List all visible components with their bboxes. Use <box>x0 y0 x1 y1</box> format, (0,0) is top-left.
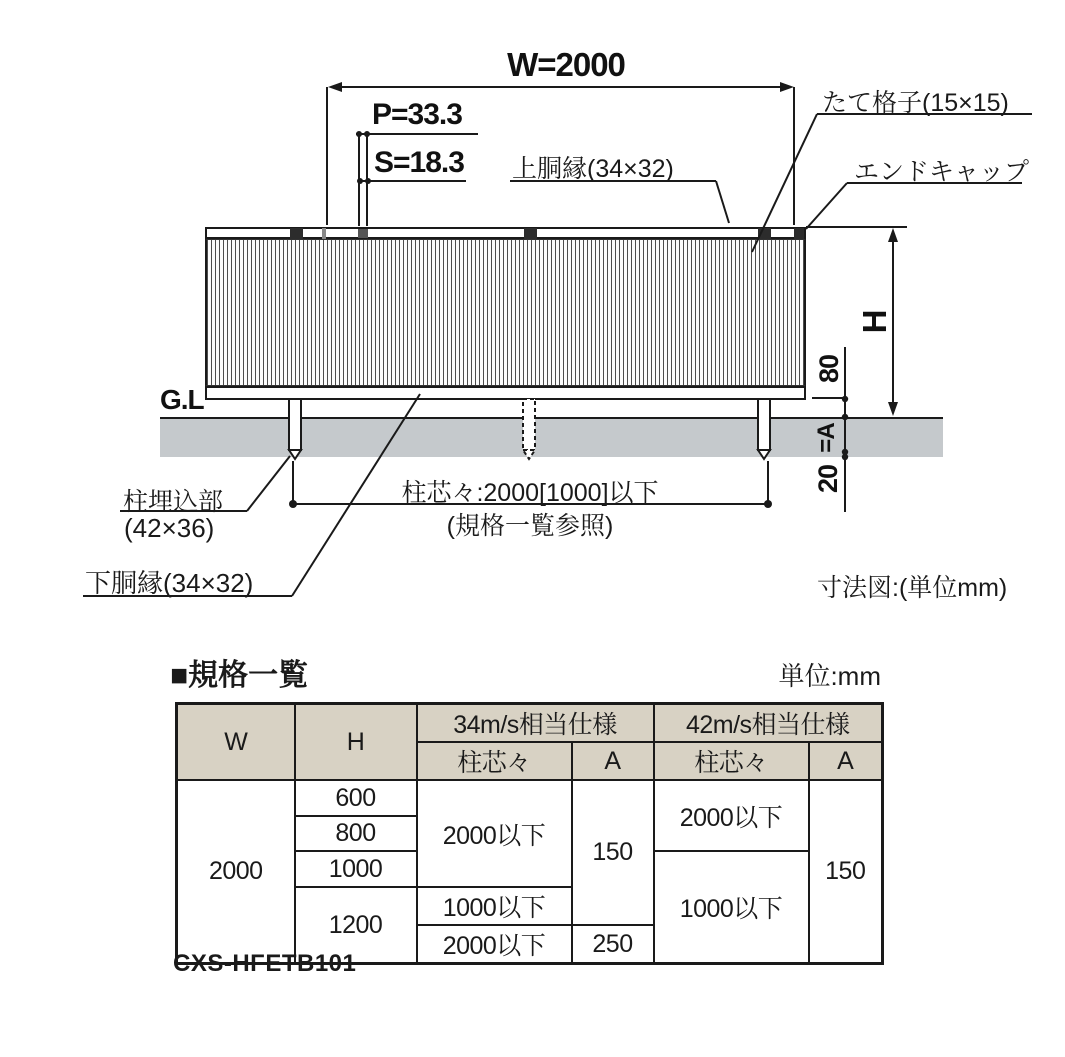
ground-level-label: G.L <box>160 384 204 415</box>
cell-h-1000: 1000 <box>295 851 417 887</box>
cell-a34-2: 250 <box>572 925 654 964</box>
cell-pitch34-1: 2000以下 <box>417 780 572 887</box>
cell-pitch42-2: 1000以下 <box>654 851 809 964</box>
cell-pitch42-1: 2000以下 <box>654 780 809 851</box>
post-foot-right <box>759 400 769 406</box>
post-pitch-label-line1: 柱芯々:2000[1000]以下 <box>401 479 659 507</box>
cell-pitch34-2: 1000以下 <box>417 887 572 925</box>
col-header-w: W <box>177 704 295 781</box>
s-dimension-label: S=18.3 <box>374 146 464 179</box>
spec-table <box>175 702 884 965</box>
col-header-42ms: 42m/s相当仕様 <box>654 704 883 743</box>
spec-title: ■規格一覧 <box>170 659 309 692</box>
col-header-a34: A <box>572 742 654 780</box>
post-cap-middle <box>524 228 537 239</box>
cell-pitch34-3: 2000以下 <box>417 925 572 964</box>
col-header-pitch34: 柱芯々 <box>417 742 572 780</box>
post-foot-left <box>291 400 301 406</box>
dim-a-label: =A <box>813 423 840 453</box>
post-embed-label-line2: (42×36) <box>124 513 215 543</box>
col-header-pitch42: 柱芯々 <box>654 742 809 780</box>
post-foot-middle <box>525 400 535 406</box>
top-rail-label: 上胴縁(34×32) <box>512 155 674 183</box>
model-number: CXS-HFETB101 <box>173 950 357 977</box>
post-cap-left <box>290 228 303 239</box>
w-ext-touch-mark <box>322 228 326 239</box>
cell-a34-1: 150 <box>572 780 654 925</box>
end-cap <box>794 228 804 239</box>
post-cap-right <box>758 228 771 239</box>
endcap-label: エンドキャップ <box>854 158 1030 186</box>
slat-ref-mark <box>358 229 368 238</box>
col-header-h: H <box>295 704 417 781</box>
post-embed-label-line1: 柱埋込部 <box>123 488 224 516</box>
lattice-label: たて格子(15×15) <box>822 89 1009 117</box>
dim-20-label: 20 <box>813 464 843 494</box>
col-header-a42: A <box>809 742 883 780</box>
cell-h-800: 800 <box>295 816 417 851</box>
cell-h-1200: 1200 <box>295 887 417 964</box>
post-pitch-label-line2: (規格一覧参照) <box>446 512 614 540</box>
spec-unit: 単位:mm <box>778 661 881 691</box>
cell-h-600: 600 <box>295 780 417 816</box>
dim-80-label: 80 <box>814 354 844 384</box>
bottom-rail <box>205 386 806 400</box>
h-dimension-label: H <box>856 310 893 334</box>
drawing-caption: 寸法図:(単位mm) <box>817 574 1008 602</box>
cell-w: 2000 <box>177 780 295 964</box>
lattice-panel <box>205 239 806 386</box>
bottom-rail-label: 下胴縁(34×32) <box>85 568 254 598</box>
col-header-34ms: 34m/s相当仕様 <box>417 704 654 743</box>
p-dimension-label: P=33.3 <box>372 98 462 131</box>
w-dimension-label: W=2000 <box>507 46 625 83</box>
cell-a42: 150 <box>809 780 883 964</box>
